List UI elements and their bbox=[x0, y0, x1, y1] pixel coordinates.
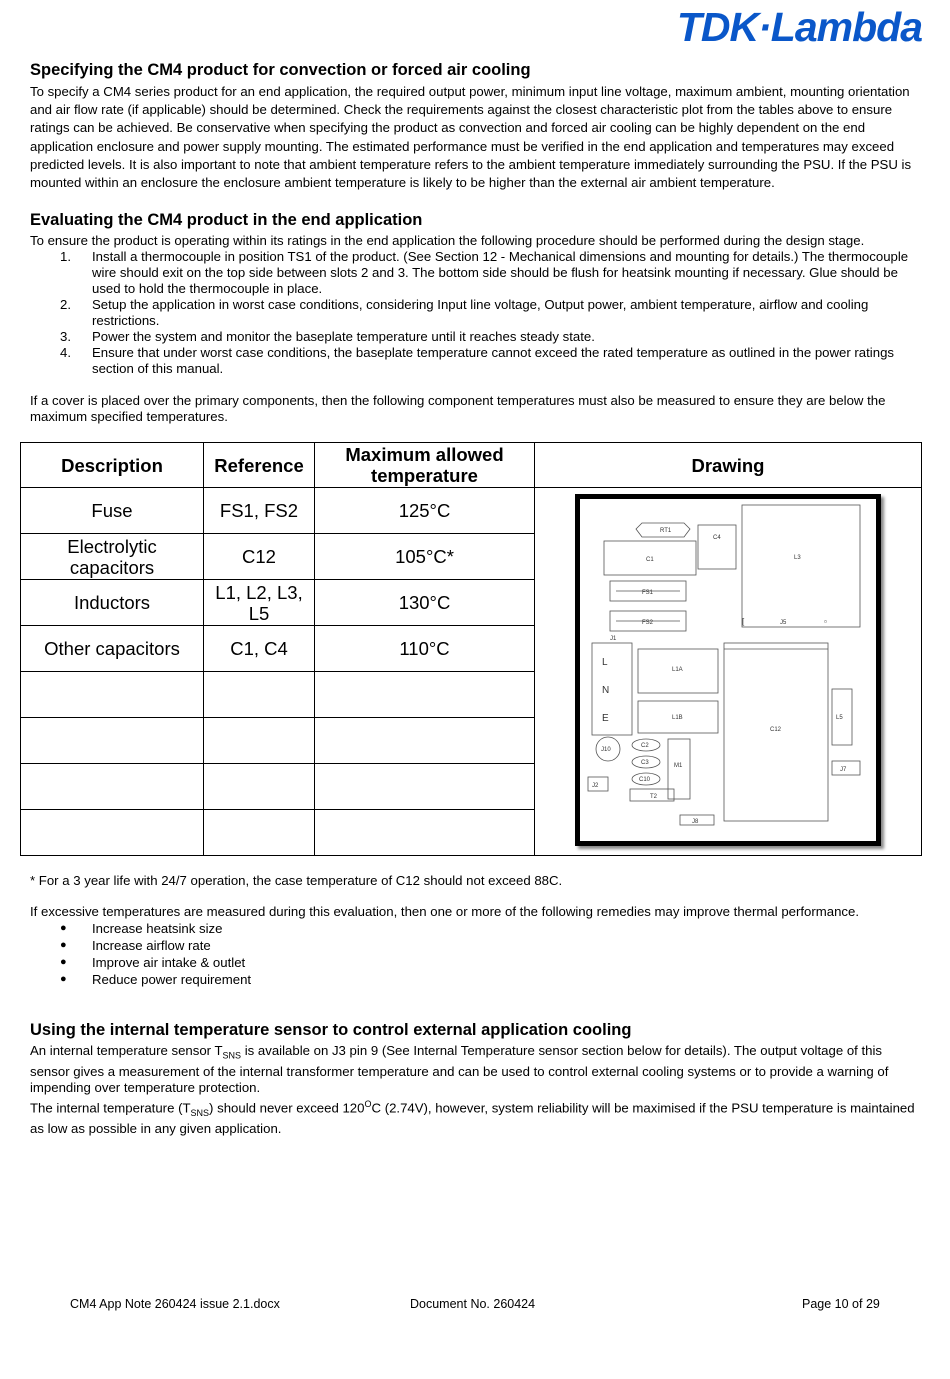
pcb-label-l5: L5 bbox=[836, 715, 843, 722]
pcb-label-l3: L3 bbox=[794, 555, 801, 562]
component-temperature-table bbox=[20, 442, 922, 856]
pcb-l3 bbox=[742, 505, 860, 627]
pcb-label-c4: C4 bbox=[713, 535, 721, 542]
cell-max-temp: 125°C bbox=[315, 488, 535, 534]
svg-text:[: [ bbox=[742, 617, 745, 627]
pcb-label-t2: T2 bbox=[650, 794, 658, 801]
page-content bbox=[30, 60, 920, 1137]
cell-reference: FS1, FS2 bbox=[204, 488, 315, 534]
table-row bbox=[21, 488, 922, 534]
pcb-label-m1: M1 bbox=[674, 763, 683, 770]
list-item: ● Reduce power requirement bbox=[60, 972, 252, 988]
pcb-label-j5: J5 bbox=[780, 620, 787, 627]
pcb-label-l1b: L1B bbox=[672, 715, 683, 722]
remedies-list bbox=[30, 920, 920, 988]
section-title-specifying: Specifying the CM4 product for convection or forced air cooling bbox=[30, 61, 531, 79]
pcb-label-e: E bbox=[602, 713, 609, 725]
pcb-label-j2: J2 bbox=[592, 783, 599, 790]
list-item: 1. Install a thermocouple in position TS1 of the product. (See Section 12 - Mechanical dimensions and mounting for details.) The thermocouple wire should exit on the top side between slots 2 and 3. The bottom side should be flush for heatsink mounting if necessary. Glue should be used to hold the thermocouple in place. bbox=[60, 249, 909, 297]
list-item: ● Increase airflow rate bbox=[60, 938, 211, 954]
pcb-label-c2: C2 bbox=[641, 743, 649, 750]
footer-filename: CM4 App Note 260424 issue 2.1.docx bbox=[70, 1297, 280, 1311]
sensor-paragraph-2: The internal temperature $(T_{SNS})$ should never exceed $120^OC$ (2.74V), however, system reliability will be maximised if the PSU temperature is maintained as low as possible in any given application. bbox=[30, 1099, 915, 1137]
cover-note: If a cover is placed over the primary components, then the following component temperatures must also be measured to ensure they are below the maximum specified temperatures. bbox=[30, 393, 886, 425]
footer-document-number: Document No. 260424 bbox=[410, 1297, 536, 1311]
pcb-label-fs1: FS1 bbox=[642, 590, 654, 597]
c12-footnote: * For a 3 year life with 24/7 operation, the case temperature of C12 should not exceed 88C. bbox=[30, 873, 563, 889]
svg-text:▫: ▫ bbox=[824, 617, 827, 627]
pcb-m1 bbox=[668, 739, 690, 799]
cell-description: Inductors bbox=[21, 580, 204, 626]
header-max-temp: Maximum allowed temperature bbox=[315, 443, 535, 488]
pcb-label-c3: C3 bbox=[641, 760, 649, 767]
pcb-label-c12: C12 bbox=[770, 727, 782, 734]
pcb-label-l1a: L1A bbox=[672, 667, 683, 674]
pcb-label-l: L bbox=[602, 657, 608, 669]
table-header-row bbox=[21, 443, 922, 488]
cell-description: Other capacitors bbox=[21, 626, 204, 672]
pcb-label-j8: J8 bbox=[692, 819, 699, 826]
cell-description: Electrolytic capacitors bbox=[21, 534, 204, 580]
cell-max-temp: 110°C bbox=[315, 626, 535, 672]
drawing-cell bbox=[535, 488, 922, 856]
pcb-label-n: N bbox=[602, 685, 610, 697]
cell-description: Fuse bbox=[21, 488, 204, 534]
pcb-j1-terminal bbox=[592, 643, 632, 735]
sensor-paragraph-1: An internal temperature sensor $T_{SNS}$ is available on J3 pin 9 (See Internal Temperature sensor section below for details). The output voltage of this sensor gives a measurement of the internal transformer temperature and can be used to control external cooling systems or to provide a warning of impending over temperature protection. bbox=[30, 1043, 889, 1096]
procedure-list bbox=[30, 249, 920, 377]
cell-max-temp: 130°C bbox=[315, 580, 535, 626]
header-reference: Reference bbox=[204, 443, 315, 488]
list-item: ● Improve air intake & outlet bbox=[60, 955, 246, 971]
pcb-label-c10: C10 bbox=[639, 777, 651, 784]
cell-max-temp: 105°C* bbox=[315, 534, 535, 580]
section-title-temperature-sensor: Using the internal temperature sensor to control external application cooling bbox=[30, 1021, 632, 1040]
list-item: 3. Power the system and monitor the baseplate temperature until it reaches steady state. bbox=[60, 329, 595, 345]
list-item: ● Increase heatsink size bbox=[60, 921, 223, 937]
section-body-specifying: To specify a CM4 series product for an end application, the required output power, minimum input line voltage, maximum ambient, mounting orientation and air flow rate (if applicable) should be determined. Check the requirements against the closest characteristic plot from the tables above to ensure ratings can be achieved. Be conservative when specifying the product as convection and forced air cooling can be highly dependent on the end application enclosure and power supply mounting. The estimated performance must be verified in the end application and temperatures may exceed predicted levels. It is also important to note that ambient temperature refers to the ambient temperature immediately surrounding the PSU. If the PSU is mounted within an enclosure the enclosure ambient temperature is likely to be higher than the external air ambient temperature. bbox=[30, 84, 912, 191]
pcb-label-c1: C1 bbox=[646, 557, 654, 564]
pcb-label-fs2: FS2 bbox=[642, 620, 654, 627]
pcb-c4 bbox=[698, 525, 736, 569]
footer-page-number: Page 10 of 29 bbox=[802, 1297, 880, 1311]
pcb-layout-drawing bbox=[575, 494, 881, 846]
header-drawing: Drawing bbox=[535, 443, 922, 488]
cell-reference: L1, L2, L3, L5 bbox=[204, 580, 315, 626]
header-description: Description bbox=[21, 443, 204, 488]
cell-reference: C1, C4 bbox=[204, 626, 315, 672]
cell-reference: C12 bbox=[204, 534, 315, 580]
pcb-label-j10: J10 bbox=[601, 747, 611, 754]
pcb-label-j7: J7 bbox=[840, 767, 847, 774]
pcb-label-rt1: RT1 bbox=[660, 528, 672, 535]
list-item: 4. Ensure that under worst case conditions, the baseplate temperature cannot exceed the rated temperature as outlined in the power ratings section of this manual. bbox=[60, 345, 894, 377]
pcb-label-j1: J1 bbox=[610, 636, 617, 643]
evaluating-intro: To ensure the product is operating within its ratings in the end application the following procedure should be performed during the design stage. bbox=[30, 233, 865, 249]
list-item: 2. Setup the application in worst case conditions, considering Input line voltage, Output power, ambient temperature, airflow and cooling restrictions. bbox=[60, 297, 869, 329]
section-title-evaluating: Evaluating the CM4 product in the end application bbox=[30, 211, 423, 230]
tdk-lambda-logo: TDK·Lambda bbox=[676, 4, 922, 50]
remedies-intro: If excessive temperatures are measured during this evaluation, then one or more of the following remedies may improve thermal performance. bbox=[30, 904, 860, 920]
